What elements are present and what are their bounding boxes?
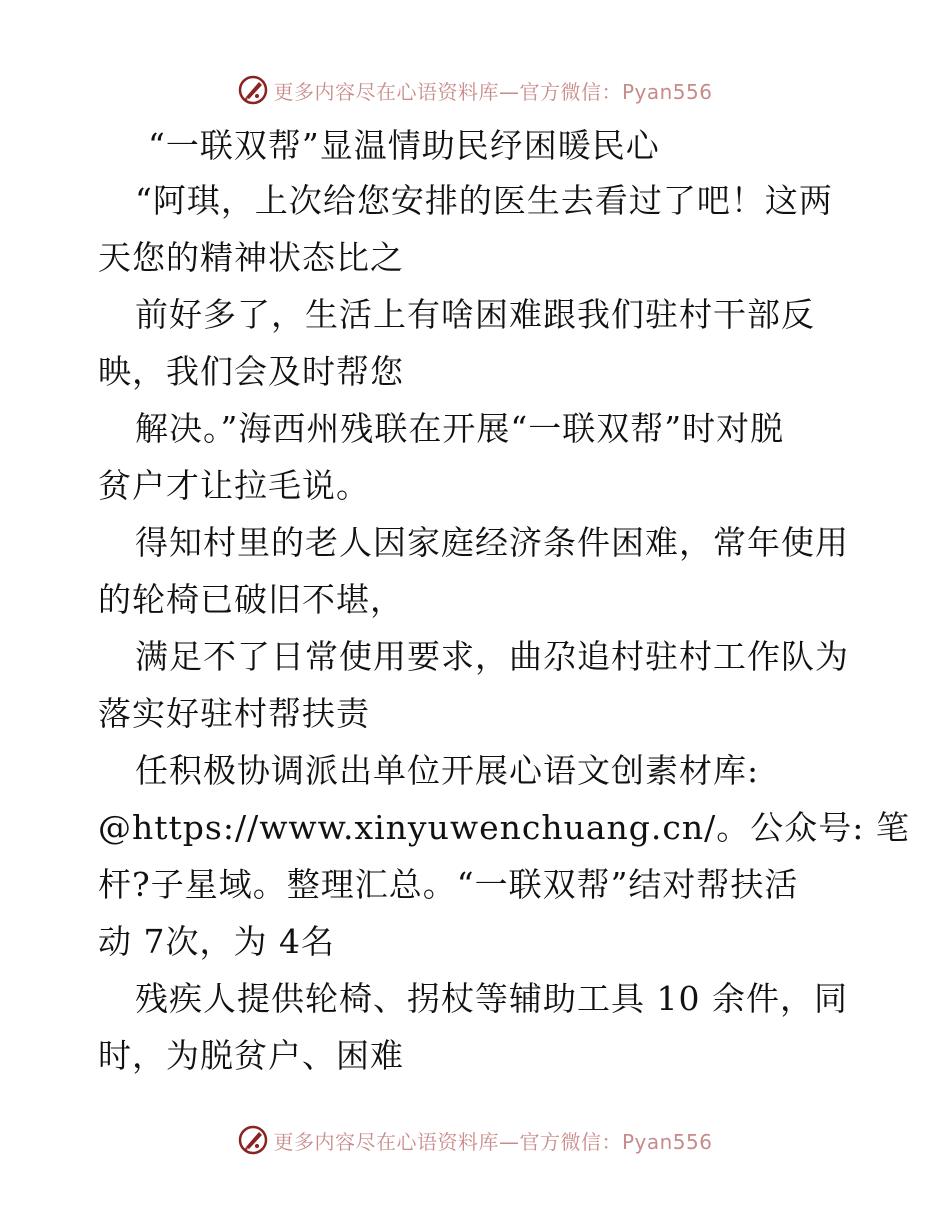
- quill-pen-logo-icon: [237, 1124, 269, 1156]
- text-line: “阿琪，上次给您安排的医生去看过了吧！这两: [135, 181, 833, 220]
- text-line: 解决。”海西州残联在开展“一联双帮”时对脱: [135, 409, 785, 448]
- text-line: @https://www.xinyuwenchuang.cn/。公众号: 笔: [98, 808, 910, 847]
- text-line: 杆?子星域。整理汇总。“一联双帮”结对帮扶活: [98, 865, 799, 904]
- text-line: 残疾人提供轮椅、拐杖等辅助工具 10 余件，同: [135, 979, 848, 1018]
- header-banner-text: 更多内容尽在心语资料库—官方微信：Pyan556: [273, 79, 713, 104]
- text-line: 动 7次，为 4名: [98, 922, 335, 961]
- text-line: 得知村里的老人因家庭经济条件困难，常年使用: [135, 523, 849, 562]
- footer-banner: [0, 1120, 950, 1160]
- text-line: 满足不了日常使用要求，曲尕追村驻村工作队为: [135, 637, 849, 676]
- text-line: 任积极协调派出单位开展心语文创素材库:: [135, 751, 760, 790]
- text-line: 前好多了，生活上有啥困难跟我们驻村干部反: [135, 295, 815, 334]
- quill-pen-logo-icon: [237, 74, 269, 106]
- text-line: 贫户才让拉毛说。: [98, 466, 370, 505]
- text-line: 落实好驻村帮扶责: [98, 694, 370, 733]
- footer-banner-text: 更多内容尽在心语资料库—官方微信：Pyan556: [273, 1129, 713, 1154]
- document-body: [98, 122, 910, 1084]
- text-line: 映，我们会及时帮您: [98, 352, 404, 391]
- document-title: “一联双帮”显温情助民纾困暖民心: [148, 126, 660, 165]
- text-line: 时，为脱贫户、困难: [98, 1036, 404, 1075]
- header-banner: [0, 70, 950, 110]
- document-lines: [98, 172, 910, 1084]
- text-line: 的轮椅已破旧不堪，: [98, 580, 404, 619]
- text-line: 天您的精神状态比之: [98, 238, 404, 277]
